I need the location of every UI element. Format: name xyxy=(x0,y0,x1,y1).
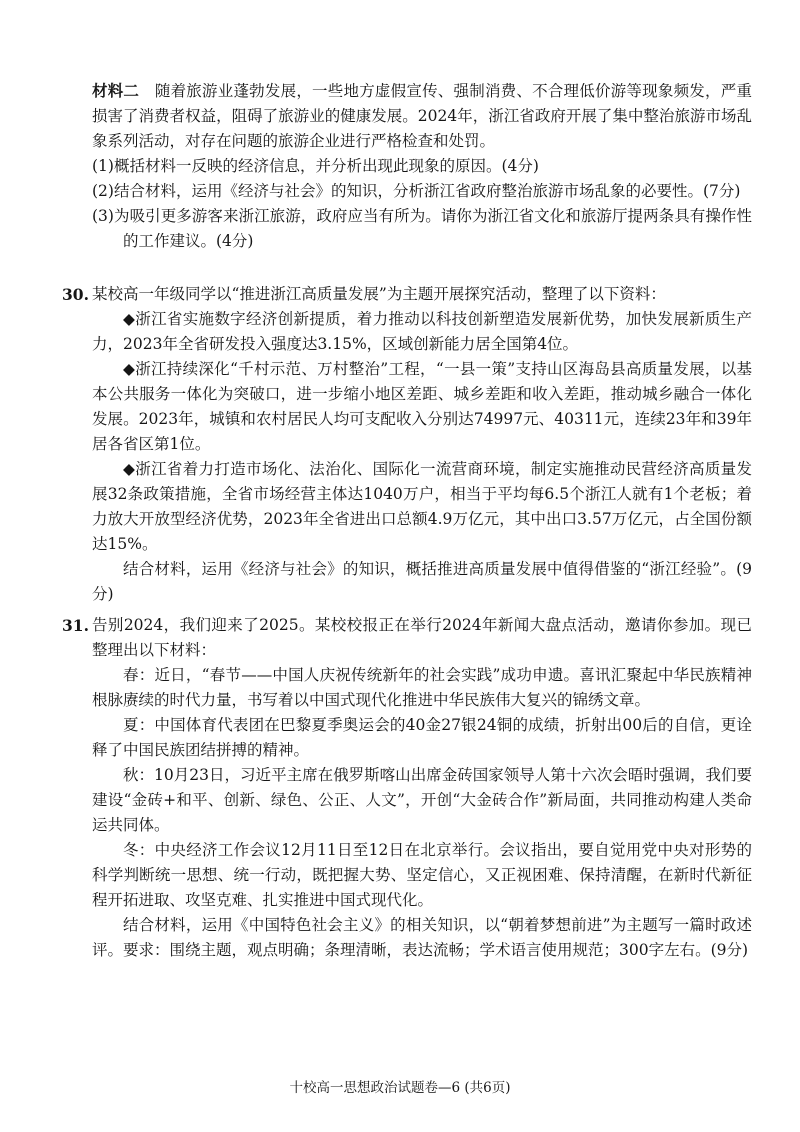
q30-number: 30. xyxy=(62,285,89,304)
material-two-paragraph xyxy=(92,78,752,154)
q31-number: 31. xyxy=(62,616,89,635)
q30-task: 结合材料，运用《经济与社会》的知识，概括推进高质量发展中值得借鉴的“浙江经验”。(9分) xyxy=(92,560,752,603)
page-footer: 十校高一思想政治试题卷—6 (共6页) xyxy=(289,1080,511,1096)
material-two-label: 材料二 xyxy=(92,81,140,100)
q30-bullet-2: ◆浙江持续深化“千村示范、万村整治”工程，“一县一策”支持山区海岛县高质量发展，以基本公共服务一体化为突破口，进一步缩小地区差距、城乡差距和收入差距，推动城乡融合一体化发展。2023年，城镇和农村居民人均可支配收入分别达74997元、40311元，连续23年和39年居各省区第1位。 xyxy=(92,360,752,453)
q29-sub-1: (1)概括材料一反映的经济信息，并分析出现此现象的原因。(4分) xyxy=(92,157,539,175)
q30-stem: 某校高一年级同学以“推进浙江高质量发展”为主题开展探究活动，整理了以下资料： xyxy=(92,285,666,303)
material-two-block xyxy=(92,78,752,254)
q31-block xyxy=(92,613,752,963)
q29-sub-2: (2)结合材料，运用《经济与社会》的知识，分析浙江省政府整治旅游市场乱象的必要性。(7分) xyxy=(92,182,741,200)
material-two-text: 随着旅游业蓬勃发展，一些地方虚假宣传、强制消费、不合理低价游等现象频发，严重损害了消费者权益，阻碍了旅游业的健康发展。2024年，浙江省政府开展了集中整治旅游市场乱象系列活动，对存在问题的旅游企业进行严格检查和处罚。 xyxy=(92,82,752,150)
q30-bullet-3: ◆浙江省着力打造市场化、法治化、国际化一流营商环境，制定实施推动民营经济高质量发展32条政策措施，全省市场经营主体达1040万户，相当于平均每6.5个浙江人就有1个老板；着力放大开放型经济优势，2023年全省进出口总额4.9万亿元，其中出口3.57万亿元，占全国份额达15%。 xyxy=(92,460,752,553)
q31-spring: 春：近日，“春节——中国人庆祝传统新年的社会实践”成功申遗。喜讯汇聚起中华民族精神根脉赓续的时代力量，书写着以中国式现代化推进中华民族伟大复兴的锦绣文章。 xyxy=(92,666,752,709)
q31-stem: 告别2024，我们迎来了2025。某校校报正在举行2024年新闻大盘点活动，邀请你参加。现已整理出以下材料： xyxy=(92,616,752,659)
q31-winter: 冬：中央经济工作会议12月11日至12日在北京举行。会议指出，要自觉用党中央对形势的科学判断统一思想、统一行动，既把握大势、坚定信心，又正视困难、保持清醒，在新时代新征程开拓进取、攻坚克难、扎实推进中国式现代化。 xyxy=(92,841,752,909)
q31-summer: 夏：中国体育代表团在巴黎夏季奥运会的40金27银24铜的成绩，折射出00后的自信，更诠释了中国民族团结拼搏的精神。 xyxy=(92,716,752,759)
q30-bullet-1: ◆浙江省实施数字经济创新提质，着力推动以科技创新塑造发展新优势，加快发展新质生产力，2023年全省研发投入强度达3.15%，区域创新能力居全国第4位。 xyxy=(92,310,752,353)
q31-autumn: 秋：10月23日，习近平主席在俄罗斯喀山出席金砖国家领导人第十六次会晤时强调，我们要建设“金砖+和平、创新、绿色、公正、人文”，开创“大金砖合作”新局面，共同推动构建人类命运共同体。 xyxy=(92,766,752,834)
q30-block xyxy=(92,282,752,607)
q29-sub-3: (3)为吸引更多游客来浙江旅游，政府应当有所为。请你为浙江省文化和旅游厅提两条具有操作性的工作建议。(4分) xyxy=(92,207,752,250)
q31-task: 结合材料，运用《中国特色社会主义》的相关知识，以“朝着梦想前进”为主题写一篇时政述评。要求：围绕主题，观点明确；条理清晰，表达流畅；学术语言使用规范；300字左右。(9分) xyxy=(92,916,752,959)
